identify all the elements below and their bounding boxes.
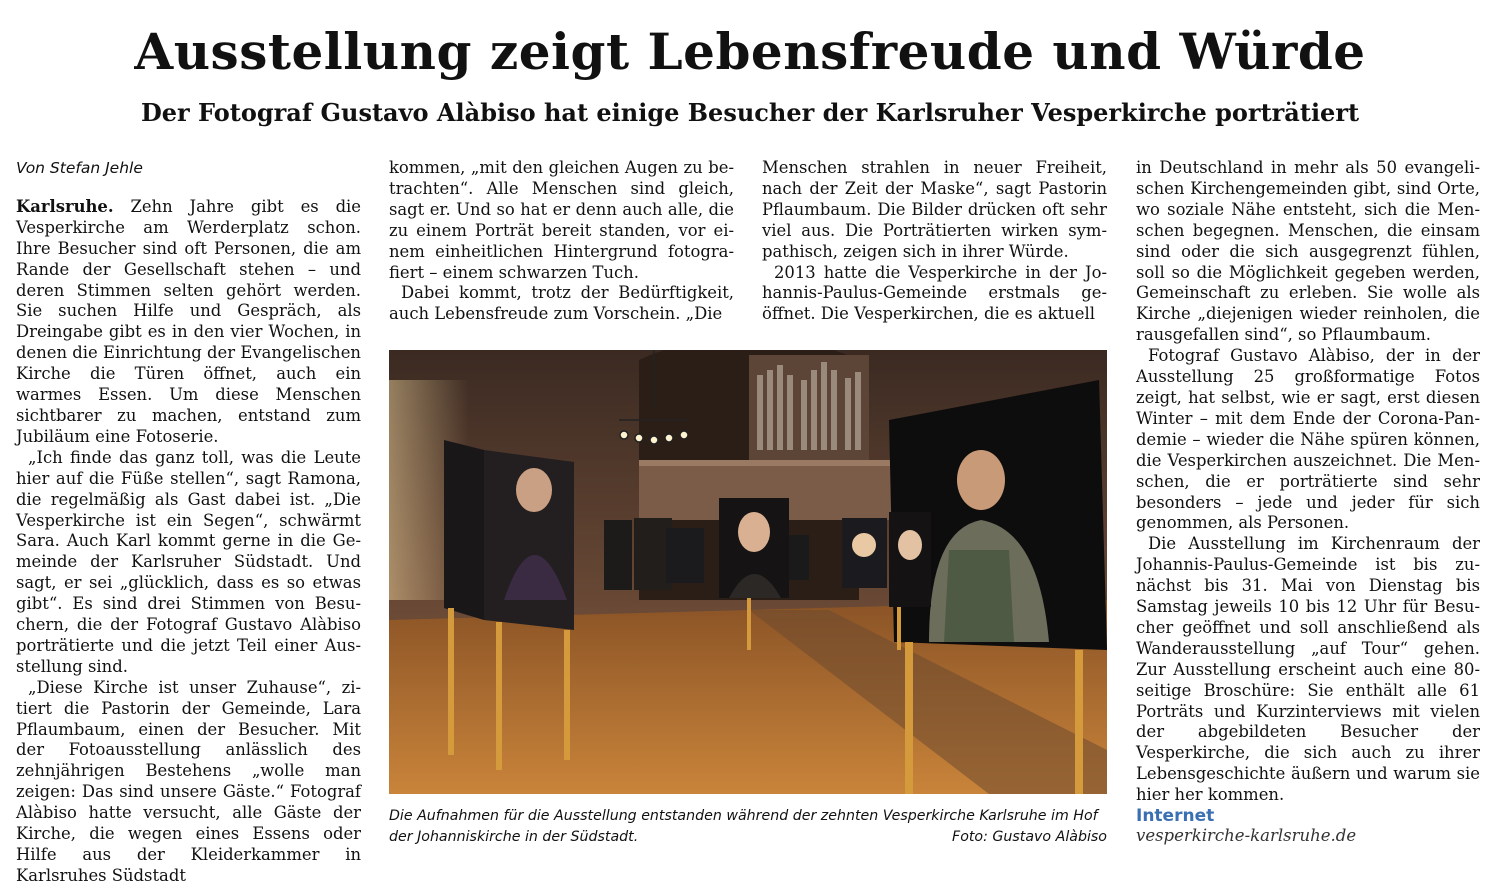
photo-credit: Foto: Gustavo Alàbiso xyxy=(952,828,1107,845)
article-column-4 xyxy=(1136,158,1480,806)
subheadline: Der Fotograf Gustavo Alàbiso hat einige Besucher der Karlsruher Vesperkirche porträtiert xyxy=(140,98,1360,127)
article-column-3 xyxy=(762,158,1107,325)
paragraph: „Ich finde das ganz toll, was die Leute hier auf die Füße stellen“, sagt Ramona, die regelmäßig als Gast dabei ist. „Die Vesperkirche ist ein Segen“, schwärmt Sara. Auch Karl kommt gerne in die Gemeinde der Karlsruher Südstadt. Und sagt, er sei „glücklich, dass es so etwas gibt“. Es sind drei Stimmen von Besuchern, die der Fotograf Gustavo Alàbiso porträtierte und die jetzt Teil einer Ausstellung sind. xyxy=(16,447,361,676)
byline: Von Stefan Jehle xyxy=(16,159,143,177)
internet-label: Internet xyxy=(1136,806,1215,826)
exhibition-photo xyxy=(389,350,1107,794)
church-exhibition-illustration xyxy=(389,350,1107,794)
paragraph: kommen, „mit den gleichen Augen zu betrachten“. Alle Menschen sind gleich, sagt er. Und so hat er denn auch alle, die zu einem Porträt bereit standen, vor einem einheitlichen Hintergrund fotografiert – einem schwarzen Tuch. xyxy=(389,158,734,282)
paragraph xyxy=(16,197,361,448)
photo-caption xyxy=(389,806,1107,847)
paragraph: Dabei kommt, trotz der Bedürftigkeit, auch Lebensfreude zum Vorschein. „Die xyxy=(389,283,734,324)
article-column-2 xyxy=(389,158,734,325)
article-column-1 xyxy=(16,158,361,887)
paragraph: „Diese Kirche ist unser Zuhause“, zitiert die Pastorin der Gemeinde, Lara Pflaumbaum, einen der Besucher. Mit der Fotoausstellung anlässlich des zehnjährigen Bestehens „wolle man zeigen: Das sind unsere Gäste.“ Fotograf Alàbiso hatte versucht, alle Gäste der Kirche, die wegen eines Essens oder Hilfe aus der Kleiderkammer in Karlsruhes Südstadt xyxy=(16,677,361,885)
paragraph: in Deutschland in mehr als 50 evangelischen Kirchengemeinden gibt, sind Orte, wo soziale Nähe entsteht, sich die Menschen begegnen. Menschen, die einsam sind oder die sich ausgegrenzt fühlen, soll so die Möglichkeit gegeben werden, Gemeinschaft zu erleben. Sie wolle als Kirche „diejenigen wieder reinholen, die rausgefallen sind“, so Pflaumbaum. xyxy=(1136,158,1480,345)
internet-url-link[interactable]: vesperkirche-karlsruhe.de xyxy=(1136,826,1357,845)
dateline: Karlsruhe. xyxy=(16,196,114,216)
paragraph: Fotograf Gustavo Alàbiso, der in der Ausstellung 25 großformatige Fotos zeigt, hat selbst, wie er sagt, erst diesen Winter – mit dem Ende der Corona-Pandemie – wieder die Nähe spüren können, die Vesperkirchen auszeichnet. Die Menschen, die er porträtierte sind sehr besonders – jede und jeder für sich genommen, als Personen. xyxy=(1136,346,1480,533)
paragraph: Menschen strahlen in neuer Freiheit, nach der Zeit der Maske“, sagt Pastorin Pflaumbaum. Die Bilder drücken oft sehr viel aus. Die Porträtierten wirken sympathisch, zeigen sich in ihrer Würde. xyxy=(762,158,1107,261)
paragraph: 2013 hatte die Vesperkirche in der Johannis-Paulus-Gemeinde erstmals geöffnet. Die Vesperkirchen, die es aktuell xyxy=(762,262,1107,324)
paragraph: Die Ausstellung im Kirchenraum der Johannis-Paulus-Gemeinde ist bis zunächst bis 31. Mai von Dienstag bis Samstag jeweils 10 bis 12 Uhr für Besucher geöffnet und soll anschließend als Wanderausstellung „auf Tour“ gehen. Zur Ausstellung erscheint auch eine 80-seitige Broschüre: Sie enthält alle 61 Porträts und Kurzinterviews mit vielen der abgebildeten Besucher der Vesperkirche, die sich auch zu ihrer Lebensgeschichte äußern und warum sie hier her kommen. xyxy=(1136,534,1480,805)
caption-text: Die Aufnahmen für die Ausstellung entstanden während der zehnten Vesperkirche Karlsruhe im Hof der Johanniskirche in der Südstadt. xyxy=(389,808,1098,845)
paragraph-text: Zehn Jahre gibt es die Vesperkirche am Werderplatz schon. Ihre Besucher sind oft Personen, die am Rande der Gesellschaft stehen – und deren Stimmen selten gehört werden. Sie suchen Hilfe und Gespräch, als Dreingabe gibt es in den vier Wochen, in denen die Einrichtung der Evangelischen Kirche die Türen öffnet, auch ein warmes Essen. Um diese Menschen sichtbarer zu machen, entstand zum Jubiläum eine Fotoserie. xyxy=(16,196,361,446)
headline: Ausstellung zeigt Lebensfreude und Würde xyxy=(134,22,1366,81)
